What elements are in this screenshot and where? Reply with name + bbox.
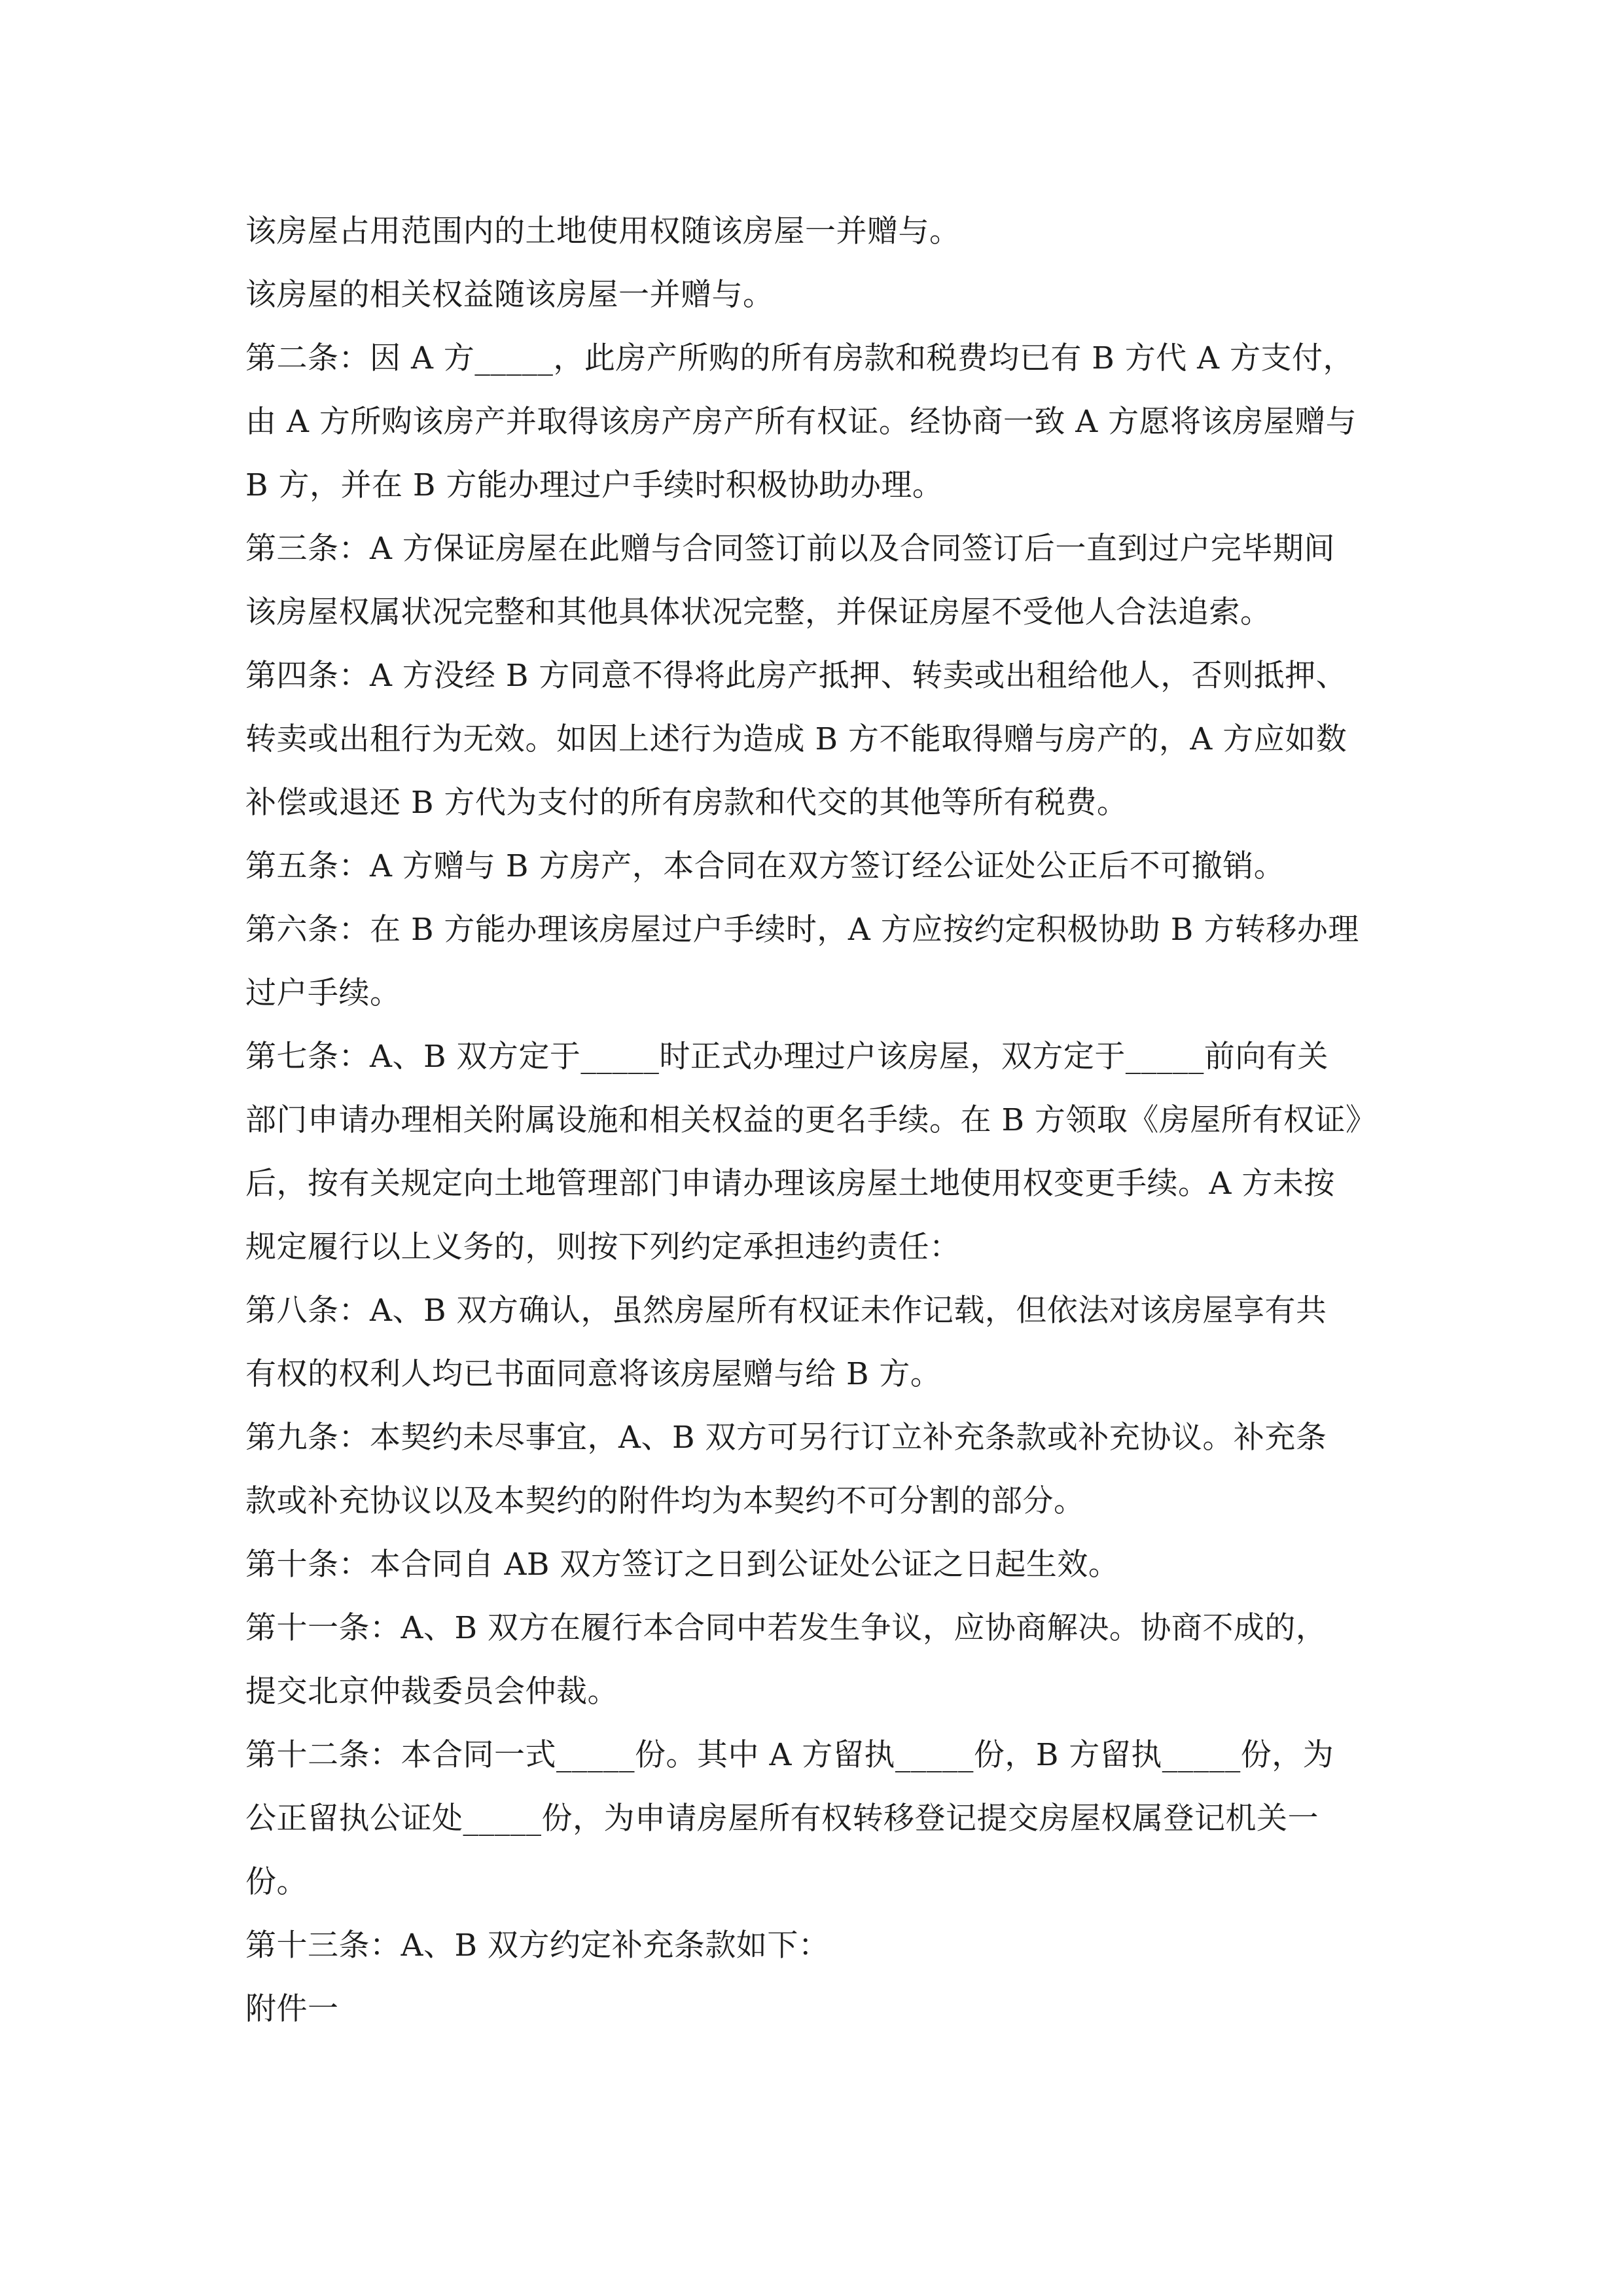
text-line: 第十一条：A、B 双方在履行本合同中若发生争议，应协商解决。协商不成的， — [245, 1610, 1327, 1646]
text-line: 第二条：因 A 方_____，此房产所购的所有房款和税费均已有 B 方代 A 方支付， — [245, 340, 1355, 376]
document-body — [245, 200, 1384, 2041]
text-line: 该房屋的相关权益随该房屋一并赠与。 — [245, 277, 774, 313]
text-line: B 方，并在 B 方能办理过户手续时积极协助办理。 — [245, 467, 944, 503]
text-line: 款或补充协议以及本契约的附件均为本契约不可分割的部分。 — [245, 1483, 1085, 1519]
text-line: 第七条：A、B 双方定于_____时正式办理过户该房屋，双方定于_____前向有关 — [245, 1039, 1329, 1075]
text-line: 第八条：A、B 双方确认，虽然房屋所有权证未作记载，但依法对该房屋享有共 — [245, 1293, 1327, 1329]
text-line: 该房屋权属状况完整和其他具体状况完整，并保证房屋不受他人合法追索。 — [245, 594, 1272, 630]
text-line: 规定履行以上义务的，则按下列约定承担违约责任： — [245, 1229, 961, 1265]
text-line: 公正留执公证处_____份，为申请房屋所有权转移登记提交房屋权属登记机关一 — [245, 1801, 1319, 1837]
text-line: 该房屋占用范围内的土地使用权随该房屋一并赠与。 — [245, 213, 961, 249]
text-line: 第十条：本合同自 AB 双方签订之日到公证处公证之日起生效。 — [245, 1547, 1120, 1583]
text-line: 补偿或退还 B 方代为支付的所有房款和代交的其他等所有税费。 — [245, 785, 1128, 821]
text-line: 第六条：在 B 方能办理该房屋过户手续时，A 方应按约定积极协助 B 方转移办理 — [245, 912, 1359, 948]
text-line: 转卖或出租行为无效。如因上述行为造成 B 方不能取得赠与房产的，A 方应如数 — [245, 721, 1347, 757]
text-line: 第十三条：A、B 双方约定补充条款如下： — [245, 1928, 830, 1964]
text-line: 附件一 — [245, 1991, 339, 2027]
text-line: 提交北京仲裁委员会仲裁。 — [245, 1674, 618, 1710]
text-line: 后，按有关规定向土地管理部门申请办理该房屋土地使用权变更手续。A 方未按 — [245, 1166, 1335, 1202]
text-line: 第五条：A 方赠与 B 方房产，本合同在双方签订经公证处公正后不可撤销。 — [245, 848, 1285, 884]
text-line: 第九条：本契约未尽事宜，A、B 双方可另行订立补充条款或补充协议。补充条 — [245, 1420, 1327, 1456]
text-line: 有权的权利人均已书面同意将该房屋赠与给 B 方。 — [245, 1356, 942, 1392]
text-line: 部门申请办理相关附属设施和相关权益的更名手续。在 B 方领取《房屋所有权证》 — [245, 1102, 1377, 1138]
text-line: 份。 — [245, 1864, 308, 1900]
text-line: 第十二条：本合同一式_____份。其中 A 方留执_____份，B 方留执_____份，为 — [245, 1737, 1334, 1773]
text-line: 第三条：A 方保证房屋在此赠与合同签订前以及合同签订后一直到过户完毕期间 — [245, 531, 1335, 567]
text-line: 第四条：A 方没经 B 方同意不得将此房产抵押、转卖或出租给他人，否则抵押、 — [245, 658, 1347, 694]
text-line: 由 A 方所购该房产并取得该房产房产所有权证。经协商一致 A 方愿将该房屋赠与 — [245, 404, 1357, 440]
text-line: 过户手续。 — [245, 975, 401, 1011]
